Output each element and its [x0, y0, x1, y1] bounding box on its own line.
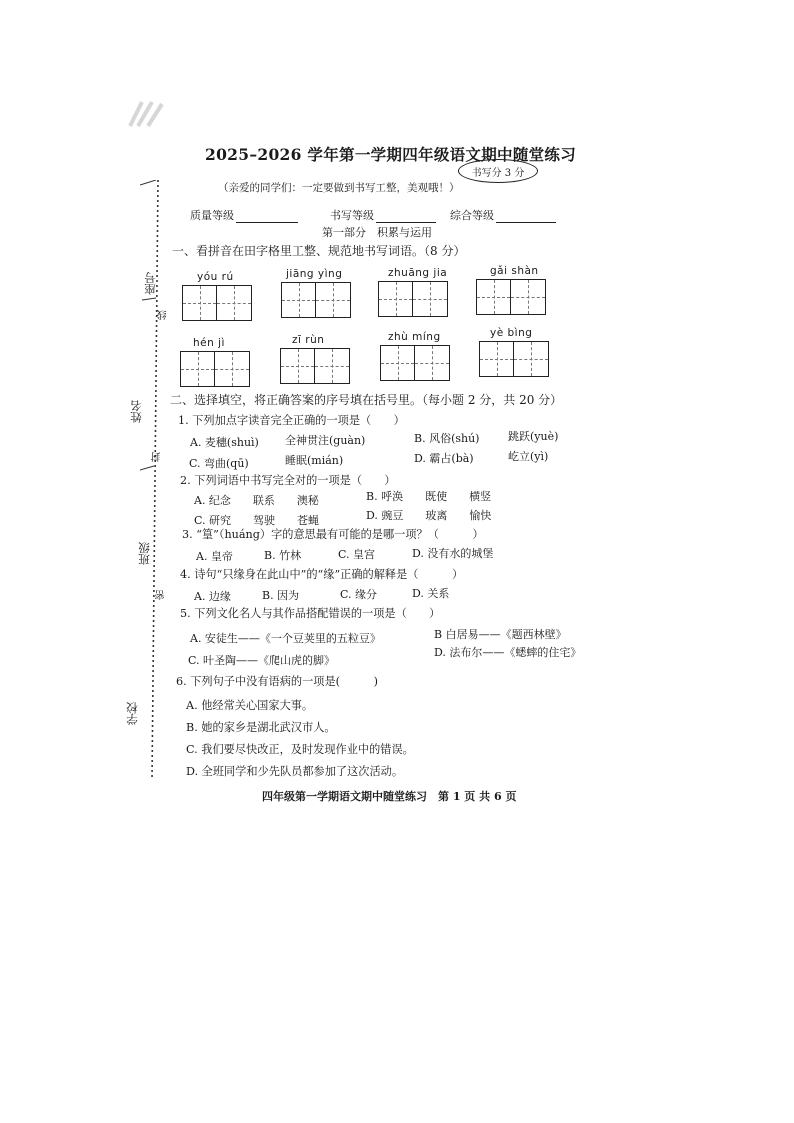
q3-option-a[interactable]: A. 皇帝: [196, 550, 233, 563]
question-2-stem: 2. 下列词语中书写完全对的一项是（ ）: [180, 474, 396, 487]
pinyin: zhù míng: [388, 331, 441, 343]
seat-label: 座号: [143, 272, 157, 295]
q2-option-b[interactable]: B. 呼涣 既使 横竖: [366, 490, 492, 503]
q3-option-c[interactable]: C. 皇宫: [338, 548, 376, 561]
question-3-stem: 3. “篁”（huáng）字的意思最有可能的是哪一项？（ ）: [182, 528, 484, 541]
q3-option-d[interactable]: D. 没有水的城堡: [412, 547, 494, 560]
q2-option-c[interactable]: C. 研究 驾驶 苍蝇: [194, 514, 320, 527]
page-footer: 四年级第一学期语文期中随堂练习 第 1 页 共 6 页: [262, 790, 517, 803]
q6-option-d[interactable]: D. 全班同学和少先队员都参加了这次活动。: [186, 765, 404, 778]
q4-option-d[interactable]: D. 关系: [412, 587, 450, 600]
secret-label: 密: [156, 590, 167, 600]
section2-heading: 二、选择填空，将正确答案的序号填在括号里。（每小题 2 分，共 20 分）: [170, 393, 563, 407]
handwriting-score-badge: 书写分 3 分: [458, 159, 538, 183]
scan-smudge: [128, 98, 178, 128]
question-4-stem: 4. 诗句“只缘身在此山中”的“缘”正确的解释是（ ）: [180, 568, 464, 581]
seal-label: 封: [152, 452, 163, 462]
q1-option-d-word2: 屹立(yì): [508, 450, 549, 463]
q1-option-a-word2: 全神贯注(guàn): [285, 434, 366, 447]
q2-option-d[interactable]: D. 豌豆 玻离 愉快: [366, 509, 492, 522]
tianzige-box[interactable]: [380, 345, 450, 381]
part-title: 第一部分 积累与运用: [322, 226, 432, 239]
q4-option-a[interactable]: A. 边缘: [194, 590, 231, 603]
q4-option-c[interactable]: C. 缘分: [340, 588, 378, 601]
q5-option-d[interactable]: D. 法布尔——《蟋蟀的住宅》: [434, 646, 582, 659]
q5-option-a[interactable]: A. 安徒生——《一个豆荚里的五粒豆》: [190, 632, 381, 645]
exam-title: 2025–2026 学年第一学期四年级语文期中随堂练习: [205, 145, 577, 164]
q6-option-a[interactable]: A. 他经常关心国家大事。: [186, 699, 314, 712]
question-1-stem: 1. 下列加点字读音完全正确的一项是（ ）: [178, 414, 405, 427]
q5-option-c[interactable]: C. 叶圣陶——《爬山虎的脚》: [188, 654, 336, 667]
name-label: 姓名: [129, 400, 143, 423]
school-label: 学校: [125, 702, 139, 725]
q3-option-b[interactable]: B. 竹林: [264, 549, 302, 562]
quality-grade-blank[interactable]: [236, 210, 298, 223]
tianzige-box[interactable]: [479, 341, 549, 377]
tianzige-box[interactable]: [378, 281, 448, 317]
writing-grade: 书写等级: [330, 207, 436, 223]
pinyin: hén jì: [193, 337, 225, 349]
class-label: 班级: [137, 542, 151, 565]
section1-heading: 一、看拼音在田字格里工整、规范地书写词语。（8 分）: [172, 244, 466, 258]
q2-option-a[interactable]: A. 纪念 联系 澳秘: [194, 494, 319, 507]
q1-option-c-word2: 睡眠(mián): [285, 454, 344, 467]
q1-option-b[interactable]: B. 风俗(shú): [414, 432, 480, 445]
question-6-stem: 6. 下列句子中没有语病的一项是( ): [176, 675, 378, 688]
tianzige-box[interactable]: [281, 282, 351, 318]
question-5-stem: 5. 下列文化名人与其作品搭配错误的一项是（ ）: [180, 607, 441, 620]
q6-option-b[interactable]: B. 她的家乡是湖北武汉市人。: [186, 721, 336, 734]
q5-option-b[interactable]: B 白居易——《题西林壁》: [434, 628, 567, 641]
pinyin: gǎi shàn: [490, 265, 539, 277]
quality-grade: 质量等级: [190, 207, 298, 223]
pinyin: zī rùn: [292, 334, 325, 346]
q4-option-b[interactable]: B. 因为: [262, 589, 300, 602]
tianzige-box[interactable]: [180, 351, 250, 387]
line-label: 线: [158, 310, 169, 320]
q1-option-a[interactable]: A. 麦穗(shuì): [190, 436, 259, 449]
writing-grade-blank[interactable]: [376, 210, 436, 223]
q1-option-b-word2: 跳跃(yuè): [508, 430, 559, 443]
q1-option-d[interactable]: D. 霸占(bà): [414, 452, 474, 465]
q1-option-c[interactable]: C. 弯曲(qū): [189, 457, 249, 470]
tianzige-box[interactable]: [182, 285, 252, 321]
overall-grade: 综合等级: [450, 207, 556, 223]
tianzige-box[interactable]: [476, 279, 546, 315]
pinyin: yè bìng: [490, 327, 533, 339]
q6-option-c[interactable]: C. 我们要尽快改正，及时发现作业中的错误。: [186, 743, 414, 756]
pinyin: jiāng yìng: [286, 268, 343, 280]
tianzige-box[interactable]: [280, 348, 350, 384]
binding-dotted-line: [140, 180, 170, 780]
pinyin: zhuāng jia: [388, 267, 448, 279]
notice-text: （亲爱的同学们：一定要做到书写工整，美观哦！）: [218, 182, 460, 194]
pinyin: yóu rú: [197, 271, 234, 283]
overall-grade-blank[interactable]: [496, 210, 556, 223]
